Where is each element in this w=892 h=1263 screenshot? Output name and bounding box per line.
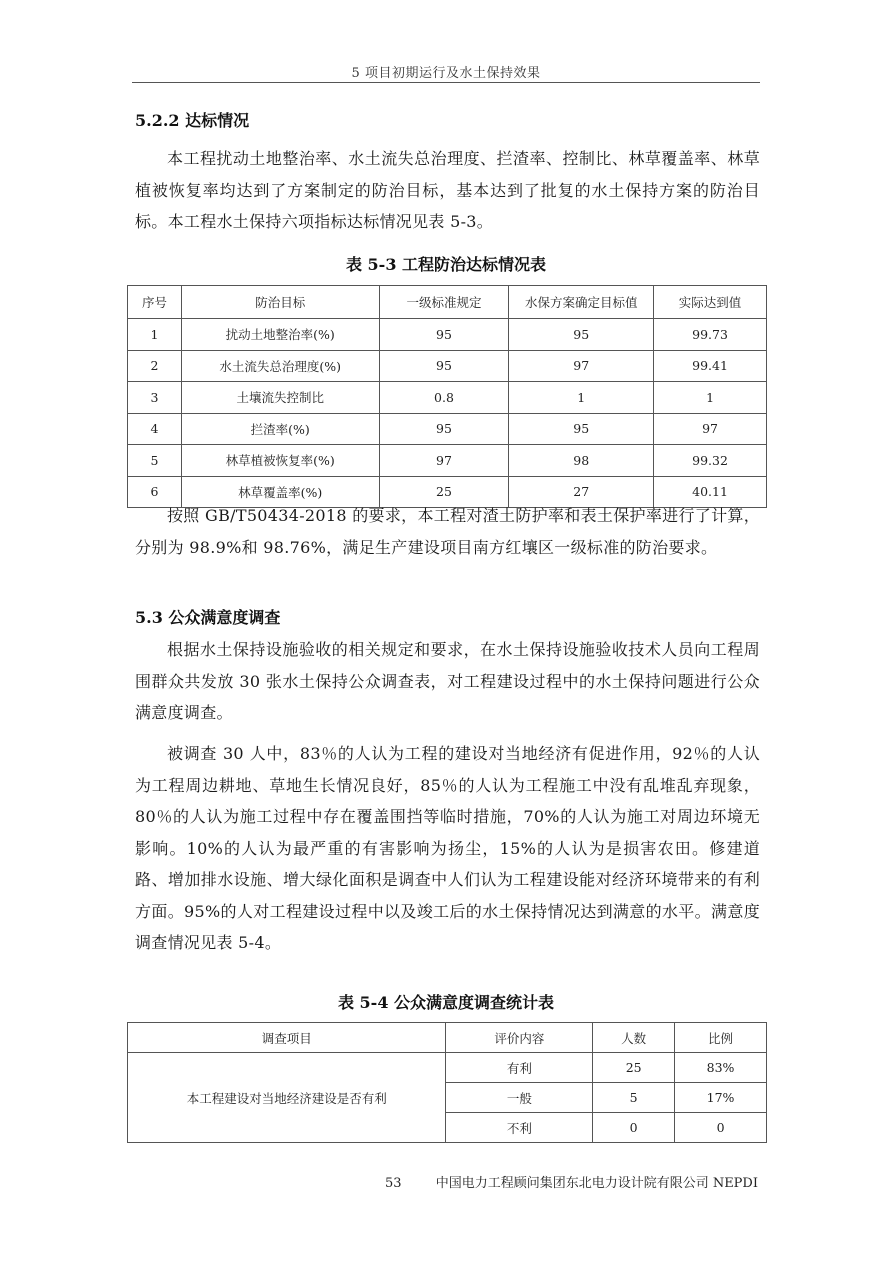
table-row — [128, 319, 767, 351]
column-header: 序号 — [128, 286, 182, 319]
cell-standard: 95 — [379, 413, 509, 445]
cell-evaluation: 一般 — [446, 1083, 593, 1113]
cell-standard: 25 — [379, 476, 509, 508]
cell-target: 拦渣率(%) — [181, 413, 379, 445]
cell-index: 4 — [128, 413, 182, 445]
table-row — [128, 1053, 767, 1083]
cell-target: 林草覆盖率(%) — [181, 476, 379, 508]
page-footer — [385, 1172, 758, 1191]
cell-index: 6 — [128, 476, 182, 508]
cell-target: 林草植被恢复率(%) — [181, 445, 379, 477]
header-rule — [132, 82, 760, 83]
cell-plan-value: 95 — [509, 413, 654, 445]
cell-ratio: 17% — [675, 1083, 767, 1113]
column-header: 防治目标 — [181, 286, 379, 319]
table-5-3 — [127, 285, 767, 508]
cell-plan-value: 97 — [509, 350, 654, 382]
cell-standard: 0.8 — [379, 382, 509, 414]
table-5-4-caption: 表 5-4 公众满意度调查统计表 — [337, 993, 555, 1012]
cell-index: 5 — [128, 445, 182, 477]
column-header: 评价内容 — [446, 1023, 593, 1053]
cell-standard: 97 — [379, 445, 509, 477]
footer-organization: 中国电力工程顾问集团东北电力设计院有限公司 NEPDI — [435, 1176, 758, 1191]
cell-count: 25 — [593, 1053, 675, 1083]
paragraph-survey-method: 根据水土保持设施验收的相关规定和要求，在水土保持设施验收技术人员向工程周围群众共发放 30 张水土保持公众调查表，对工程建设过程中的水土保持问题进行公众满意度调查。 — [135, 640, 760, 722]
table-row — [128, 350, 767, 382]
cell-actual-value: 99.32 — [654, 445, 767, 477]
column-header: 一级标准规定 — [379, 286, 509, 319]
cell-evaluation: 有利 — [446, 1053, 593, 1083]
running-header: 5 项目初期运行及水土保持效果 — [351, 66, 541, 81]
cell-index: 2 — [128, 350, 182, 382]
cell-actual-value: 97 — [654, 413, 767, 445]
cell-survey-item: 本工程建设对当地经济建设是否有利 — [128, 1053, 446, 1143]
paragraph-survey-results: 被调查 30 人中，83％的人认为工程的建设对当地经济有促进作用，92％的人认为工程周边耕地、草地生长情况良好，85％的人认为工程施工中没有乱堆乱弃现象，80％的人认为施工过程中存在覆盖围挡等临时措施，70%的人认为施工对周边环境无影响。10%的人认为最严重的有害影响为扬尘，15%的人认为是损害农田。修建道路、增加排水设施、增大绿化面积是调查中人们认为工程建设能对经济环境带来的有利方面。95%的人对工程建设过程中以及竣工后的水土保持情况达到满意的水平。满意度调查情况见表 5-4。 — [135, 744, 760, 952]
cell-index: 1 — [128, 319, 182, 351]
paragraph-compliance: 本工程扰动土地整治率、水土流失总治理度、拦渣率、控制比、林草覆盖率、林草植被恢复率均达到了方案制定的防治目标，基本达到了批复的水土保持方案的防治目标。本工程水土保持六项指标达标情况见表 5-3。 — [135, 149, 760, 231]
table-row — [128, 413, 767, 445]
cell-plan-value: 98 — [509, 445, 654, 477]
cell-evaluation: 不利 — [446, 1113, 593, 1143]
section-heading-5-3: 5.3 公众满意度调查 — [135, 608, 281, 627]
cell-target: 土壤流失控制比 — [181, 382, 379, 414]
cell-target: 水土流失总治理度(%) — [181, 350, 379, 382]
cell-standard: 95 — [379, 350, 509, 382]
table-5-4 — [127, 1022, 767, 1143]
column-header: 实际达到值 — [654, 286, 767, 319]
section-heading-5-2-2: 5.2.2 达标情况 — [135, 111, 250, 130]
cell-target: 扰动土地整治率(%) — [181, 319, 379, 351]
column-header: 调查项目 — [128, 1023, 446, 1053]
paragraph-standard-calculation: 按照 GB/T50434-2018 的要求，本工程对渣土防护率和表土保护率进行了计算，分别为 98.9%和 98.76%，满足生产建设项目南方红壤区一级标准的防治要求。 — [135, 506, 760, 557]
cell-actual-value: 99.41 — [654, 350, 767, 382]
table-header-row — [128, 1023, 767, 1053]
cell-plan-value: 27 — [509, 476, 654, 508]
cell-count: 5 — [593, 1083, 675, 1113]
cell-plan-value: 1 — [509, 382, 654, 414]
column-header: 水保方案确定目标值 — [509, 286, 654, 319]
cell-plan-value: 95 — [509, 319, 654, 351]
cell-ratio: 0 — [675, 1113, 767, 1143]
cell-ratio: 83% — [675, 1053, 767, 1083]
table-header-row — [128, 286, 767, 319]
cell-standard: 95 — [379, 319, 509, 351]
cell-actual-value: 99.73 — [654, 319, 767, 351]
table-row — [128, 445, 767, 477]
cell-actual-value: 1 — [654, 382, 767, 414]
table-row — [128, 382, 767, 414]
column-header: 人数 — [593, 1023, 675, 1053]
column-header: 比例 — [675, 1023, 767, 1053]
cell-actual-value: 40.11 — [654, 476, 767, 508]
table-5-3-caption: 表 5-3 工程防治达标情况表 — [345, 255, 547, 274]
page-number: 53 — [385, 1176, 402, 1191]
cell-count: 0 — [593, 1113, 675, 1143]
cell-index: 3 — [128, 382, 182, 414]
